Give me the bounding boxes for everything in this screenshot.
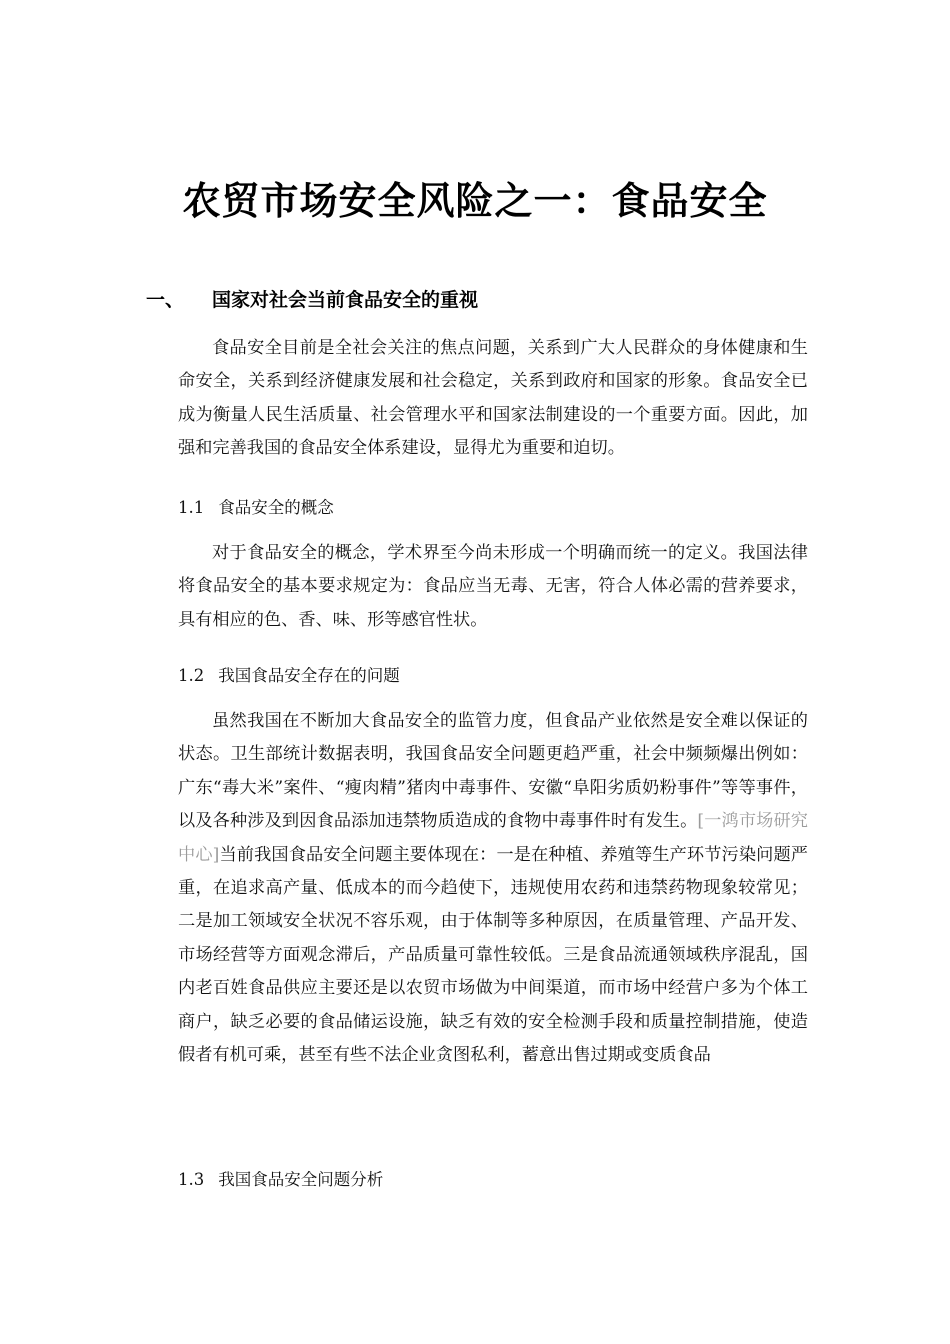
- subheading-text: 我国食品安全问题分析: [218, 1170, 384, 1189]
- subheading-1-2: [178, 662, 808, 690]
- subheading-text: 食品安全的概念: [218, 498, 334, 517]
- paragraph-problems: [178, 705, 808, 1072]
- subheading-1-3: [178, 1166, 808, 1194]
- section-heading-1: [146, 286, 826, 314]
- section-heading-text: 国家对社会当前食品安全的重视: [212, 289, 479, 311]
- subheading-number: 1.2: [178, 666, 205, 685]
- paragraph-problems-part2: 当前我国食品安全问题主要体现在：一是在种植、养殖等生产环节污染问题严重，在追求高产量、低成本的而今趋使下，违规使用农药和违禁药物现象较常见；二是加工领域安全状况不容乐观，由于体制等多种原因，在质量管理、产品开发、市场经营等方面观念滞后，产品质量可靠性较低。三是食品流通领域秩序混乱，国内老百姓食品供应主要还是以农贸市场做为中间渠道，而市场中经营户多为个体工商户，缺乏必要的食品储运设施，缺乏有效的安全检测手段和质量控制措施，使造假者有机可乘，甚至有些不法企业贪图私利，蓄意出售过期或变质食品: [178, 844, 808, 1066]
- subheading-1-1: [178, 494, 808, 522]
- paragraph-concept: 对于食品安全的概念，学术界至今尚未形成一个明确而统一的定义。我国法律将食品安全的基本要求规定为：食品应当无毒、无害，符合人体必需的营养要求，具有相应的色、香、味、形等感官性状。: [178, 543, 808, 630]
- section-number: 一、: [146, 289, 185, 311]
- paragraph-problems-part1: 虽然我国在不断加大食品安全的监管力度，但食品产业依然是安全难以保证的状态。卫生部统计数据表明，我国食品安全问题更趋严重，社会中频频爆出例如：广东“毒大米”案件、“瘦肉精”猪肉中毒事件、安徽“阜阳劣质奶粉事件”等等事件，以及各种涉及到因食品添加违禁物质造成的食物中毒事件时有发生。: [178, 711, 808, 832]
- document-title: 农贸市场安全风险之一：食品安全: [182, 179, 768, 223]
- subheading-number: 1.1: [178, 498, 205, 517]
- paragraph-importance: 食品安全目前是全社会关注的焦点问题，关系到广大人民群众的身体健康和生命安全，关系到经济健康发展和社会稳定，关系到政府和国家的形象。食品安全已成为衡量人民生活质量、社会管理水平和国家法制建设的一个重要方面。因此，加强和完善我国的食品安全体系建设，显得尤为重要和迫切。: [178, 338, 808, 459]
- subheading-text: 我国食品安全存在的问题: [218, 666, 400, 685]
- source-tag: [一鸿市场研究中心]: [178, 811, 808, 865]
- subheading-number: 1.3: [178, 1170, 205, 1189]
